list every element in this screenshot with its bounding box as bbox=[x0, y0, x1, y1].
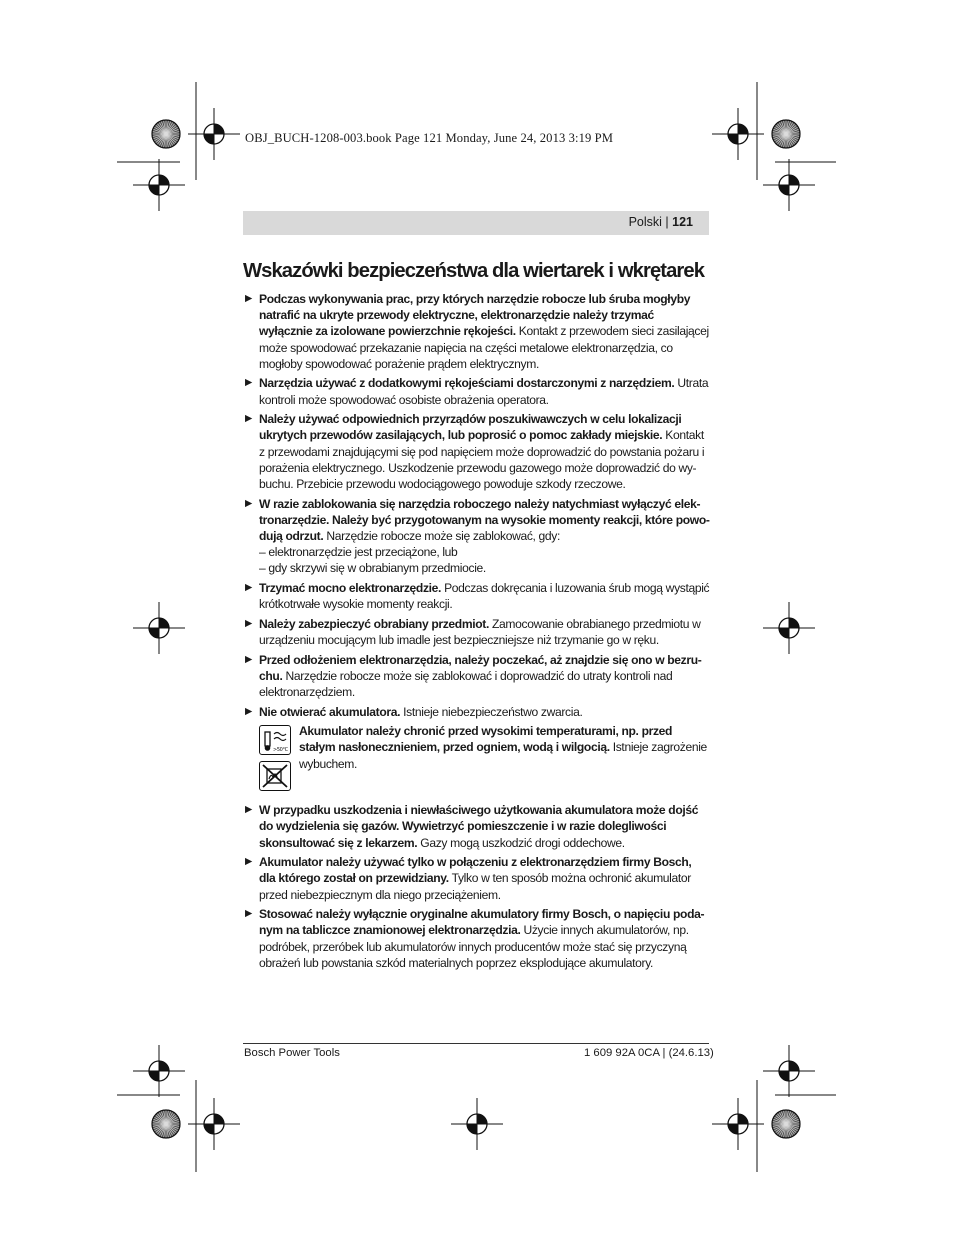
safety-item-text: Narzędzie robocze może się zablokować i doprowadzić do utraty kontroli nad elektronarzędziem. bbox=[259, 668, 673, 700]
heat-sun-warning-icon bbox=[259, 725, 291, 755]
footer-rule bbox=[243, 1043, 709, 1044]
safety-item bbox=[244, 802, 710, 851]
safety-item-bold: Akumulator należy używać tylko w połączeniu z elektronarzędziem firmy Bosch, dla którego został on przewidziany. bbox=[259, 855, 692, 886]
starburst-mark bbox=[772, 120, 800, 148]
bullet-arrow-icon: ▶ bbox=[245, 653, 252, 665]
safety-item-text: Podczas dokręcania i luzowania śrub mogą wystąpić krótkotrwałe wysokie momenty reakcji. bbox=[259, 581, 710, 612]
starburst-mark bbox=[772, 1110, 800, 1138]
battery-symbol-bold: Akumulator należy chronić przed wysokimi temperaturami, np. przed stałym nasłonecznieniem, przed ogniem, wodą i wilgocią. bbox=[299, 724, 673, 755]
safety-item bbox=[244, 411, 710, 492]
bullet-arrow-icon: ▶ bbox=[245, 413, 252, 425]
no-fire-water-icon bbox=[259, 761, 291, 791]
starburst-mark bbox=[152, 1110, 180, 1138]
bullet-arrow-icon: ▶ bbox=[245, 293, 252, 304]
safety-item-bold: Stosować należy wyłącznie oryginalne akumulatory firmy Bosch, o napięciu podanym na tabliczce znamionowej elektronarzędzia. bbox=[259, 907, 705, 938]
safety-item bbox=[244, 291, 710, 372]
svg-text:>50°C: >50°C bbox=[273, 747, 288, 754]
crosshair-mark bbox=[451, 1098, 503, 1150]
page-header bbox=[243, 211, 709, 235]
safety-item-text: Kontakt z przewodem sieci zasilającej może spowodować przekazanie napięcia na części metalowe elektronarzędzia, co mogłoby spowodować porażenie prądem elektrycznym. bbox=[259, 324, 709, 371]
battery-symbol-text bbox=[299, 723, 710, 772]
crosshair-mark bbox=[133, 1045, 185, 1097]
crosshair-mark bbox=[133, 602, 185, 654]
safety-item bbox=[244, 496, 710, 577]
safety-item bbox=[244, 616, 710, 648]
header-separator: | bbox=[665, 215, 669, 229]
safety-item-text: Tylko w ten sposób można ochronić akumulator przed niebezpiecznym dla niego przeciążeniem. bbox=[259, 871, 691, 902]
safety-item bbox=[244, 375, 710, 407]
safety-item-bold: Narzędzia używać z dodatkowymi rękojeściami dostarczonymi z narzędziem. bbox=[259, 376, 675, 391]
safety-subitem: – elektronarzędzie jest przeciążone, lub bbox=[259, 545, 458, 560]
safety-item bbox=[244, 906, 710, 971]
crosshair-mark bbox=[712, 108, 764, 160]
safety-item-bold: Przed odłożeniem elektronarzędzia, należy poczekać, aż znajdzie się ono w bezruchu. bbox=[259, 652, 702, 683]
safety-item bbox=[244, 854, 710, 903]
safety-item-text: Użycie innych akumulatorów, np. podróbek, przeróbek lub akumulatorów innych producentów może stać się przyczyną obrażeń lub powstania szkód materialnych poprzez eksplodujące akumulatory. bbox=[259, 923, 689, 970]
print-job-info: OBJ_BUCH-1208-003.book Page 121 Monday, June 24, 2013 3:19 PM bbox=[245, 131, 614, 145]
crosshair-mark bbox=[763, 602, 815, 654]
bullet-arrow-icon: ▶ bbox=[245, 617, 252, 629]
header-language: Polski bbox=[628, 215, 662, 229]
safety-item-text: Kontakt z przewodami znajdującymi się pod napięciem może doprowadzić do powstania pożaru i porażenia elektrycznego. Uszkodzenie przewodu gazowego może doprowadzić do wybuchu. Przebicie przewodu wodociągowego powoduje szkody rzeczowe. bbox=[259, 428, 705, 492]
battery-symbol-normal: Istnieje zagrożenie wybuchem. bbox=[299, 740, 707, 771]
safety-list-part-2 bbox=[244, 802, 710, 971]
safety-item-text: Gazy mogą uszkodzić drogi oddechowe. bbox=[417, 835, 625, 850]
safety-item-bold: Trzymać mocno elektronarzędzie. bbox=[259, 581, 442, 596]
safety-item-text: Zamocowanie obrabianego przedmiotu w urządzeniu mocującym lub imadle jest bezpieczniejsze niż trzymanie go w ręku. bbox=[259, 616, 701, 648]
bullet-arrow-icon: ▶ bbox=[245, 804, 252, 816]
safety-item-bold: Podczas wykonywania prac, przy których narzędzie robocze lub śruba mogłyby natrafić na ukryte przewody elektryczne, elektronarzędzie należy trzymać wyłącznie za izolowane powierzchnie rękojeści. bbox=[259, 292, 691, 339]
bullet-arrow-icon: ▶ bbox=[245, 582, 252, 594]
starburst-mark bbox=[152, 120, 180, 148]
safety-item bbox=[244, 580, 710, 612]
safety-item-bold: Należy używać odpowiednich przyrządów poszukiwawczych w celu lokalizacji ukrytych przewodów zasilających, lub poprosić o pomoc zakłady miejskie. bbox=[259, 412, 682, 443]
bullet-arrow-icon: ▶ bbox=[245, 497, 252, 509]
section-title: Wskazówki bezpieczeństwa dla wiertarek i wkrętarek bbox=[243, 260, 705, 282]
bullet-arrow-icon: ▶ bbox=[245, 377, 252, 389]
footer-doc-number: 1 609 92A 0CA | (24.6.13) bbox=[584, 1047, 714, 1059]
bullet-arrow-icon: ▶ bbox=[245, 908, 252, 920]
battery-symbol-icons bbox=[259, 725, 291, 797]
bullet-arrow-icon: ▶ bbox=[245, 856, 252, 868]
safety-list-part-1 bbox=[244, 291, 710, 720]
crosshair-mark bbox=[763, 1045, 815, 1097]
safety-item-bold: W przypadku uszkodzenia i niewłaściwego użytkowania akumulatora może dojść do wydzielenia się gazów. Wywietrzyć pomieszczenie i w razie dolegliwości skonsultować się z lekarzem. bbox=[259, 803, 699, 850]
safety-item-bold: Należy zabezpieczyć obrabiany przedmiot. bbox=[259, 616, 489, 631]
safety-item-bold: W razie zablokowania się narzędzia roboczego należy natychmiast wyłączyć elektronarzędzie. Należy być przygotowanym na wysokie momenty reakcji, które powodują odrzut. bbox=[259, 496, 710, 544]
crosshair-mark bbox=[133, 159, 185, 211]
safety-item-bold: Nie otwierać akumulatora. bbox=[259, 704, 401, 719]
safety-item-text: Narzędzie robocze może się zablokować, gdy: bbox=[323, 529, 561, 544]
crosshair-mark bbox=[712, 1098, 764, 1150]
safety-item bbox=[244, 652, 710, 701]
page-number: 121 bbox=[672, 215, 693, 229]
safety-subitem: – gdy skrzywi się w obrabianym przedmiocie. bbox=[259, 561, 486, 576]
safety-item-text: Istnieje niebezpieczeństwo zwarcia. bbox=[400, 704, 583, 719]
battery-symbol-block bbox=[259, 723, 710, 799]
footer-brand: Bosch Power Tools bbox=[244, 1047, 340, 1059]
page-header-text bbox=[629, 215, 693, 229]
safety-content bbox=[244, 291, 710, 974]
safety-item bbox=[244, 704, 710, 720]
bullet-arrow-icon: ▶ bbox=[245, 705, 252, 717]
crosshair-mark bbox=[763, 159, 815, 211]
safety-item-text: Utrata kontroli może spowodować osobiste obrażenia operatora. bbox=[259, 376, 709, 407]
